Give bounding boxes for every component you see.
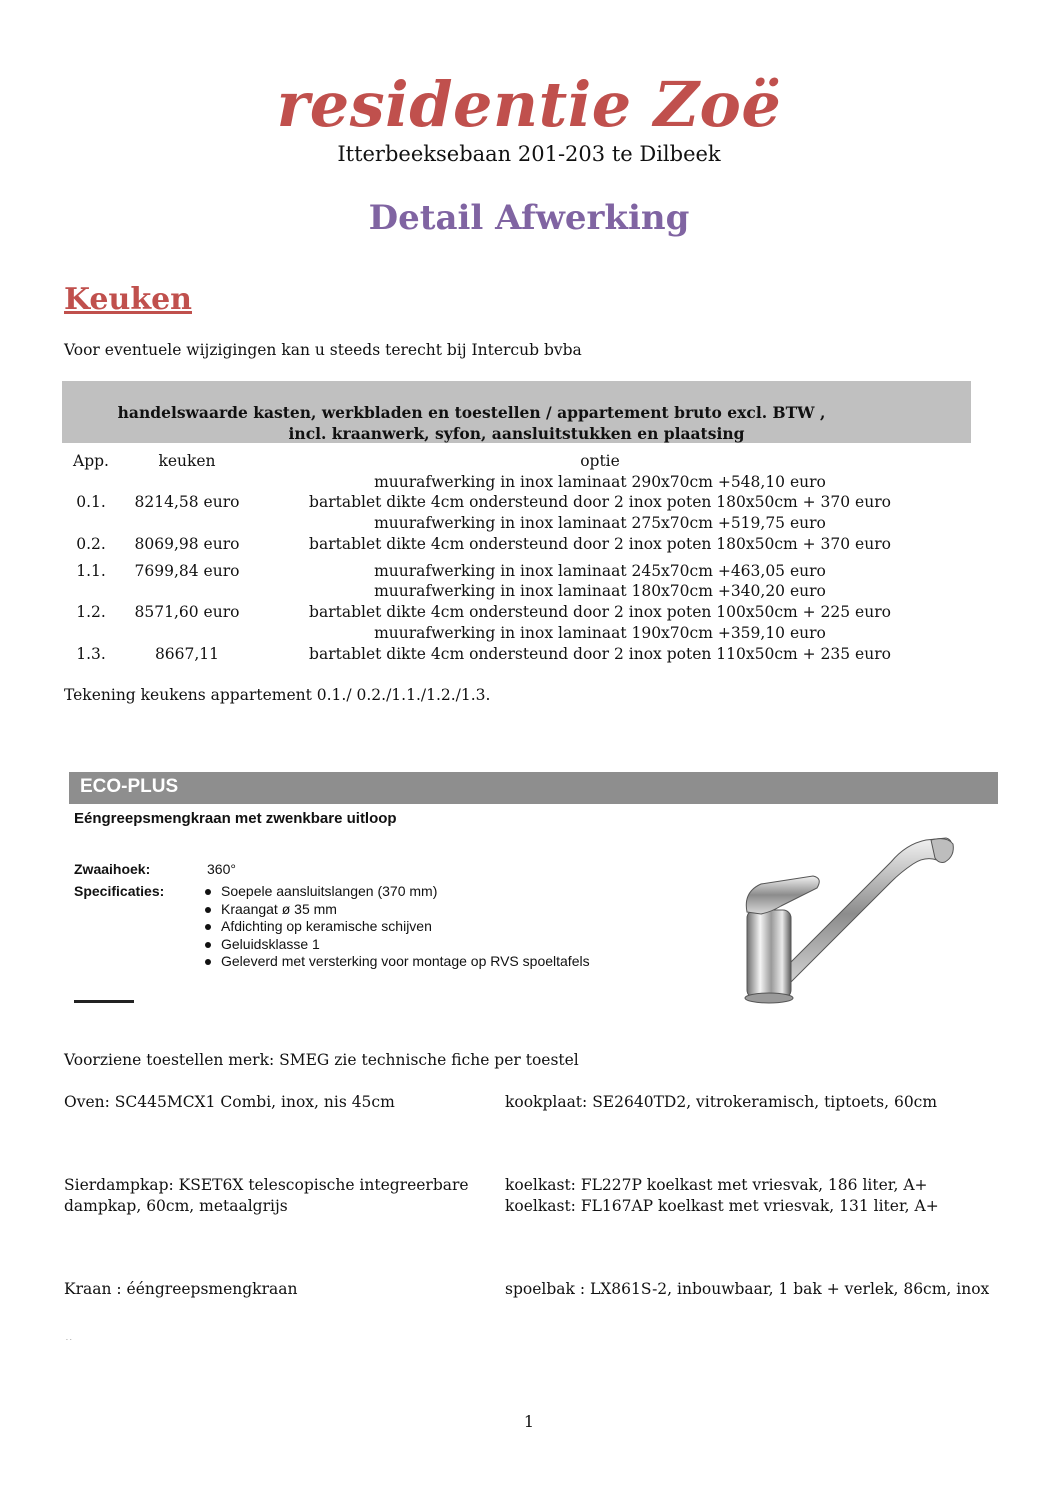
table-row-option: muurafwerking in inox laminaat 190x70cm +359,10 euro: [374, 624, 826, 642]
fridge-spec-1: koelkast: FL227P koelkast met vriesvak, 186 liter, A+: [505, 1176, 928, 1194]
table-row-app: 1.3.: [76, 645, 106, 663]
address: Itterbeeksebaan 201-203 te Dilbeek: [337, 142, 721, 166]
page-number: 1: [523, 1412, 535, 1431]
table-row-option: bartablet dikte 4cm ondersteund door 2 inox poten 180x50cm + 370 euro: [309, 493, 891, 511]
table-row-app: 1.1.: [76, 562, 106, 580]
drawing-note: Tekening keukens appartement 0.1./ 0.2./1.1./1.2./1.3.: [64, 686, 491, 704]
table-title-line1: handelswaarde kasten, werkbladen en toestellen / appartement bruto excl. BTW ,: [117, 403, 826, 422]
table-row-option: bartablet dikte 4cm ondersteund door 2 inox poten 110x50cm + 235 euro: [309, 645, 891, 663]
product-description: Eéngreepsmengkraan met zwenkbare uitloop: [74, 810, 397, 827]
table-row-app: 1.2.: [76, 603, 106, 621]
table-row-option: bartablet dikte 4cm ondersteund door 2 inox poten 180x50cm + 370 euro: [309, 535, 891, 553]
section-heading: Keuken: [64, 282, 192, 317]
column-header-app: App.: [73, 452, 109, 470]
fridge-spec-2: koelkast: FL167AP koelkast met vriesvak, 131 liter, A+: [505, 1197, 939, 1215]
faucet-icon: [741, 832, 956, 1004]
product-bar: [69, 772, 998, 804]
spec-item: Geluidsklasse 1: [205, 936, 320, 952]
swing-label: Zwaaihoek:: [74, 861, 151, 877]
hood-spec-line1: Sierdampkap: KSET6X telescopische integreerbare: [64, 1176, 469, 1194]
column-header-keuken: keuken: [158, 452, 216, 470]
table-row-keuken: 8571,60 euro: [134, 603, 240, 621]
product-sheet: [69, 772, 998, 1005]
swing-value: 360°: [207, 861, 236, 877]
sink-spec: spoelbak : LX861S-2, inbouwbaar, 1 bak + verlek, 86cm, inox: [505, 1280, 990, 1298]
spec-item: Soepele aansluitslangen (370 mm): [205, 883, 437, 899]
table-row-keuken: 7699,84 euro: [134, 562, 240, 580]
table-row-option: muurafwerking in inox laminaat 180x70cm +340,20 euro: [374, 582, 826, 600]
product-brand: ECO-PLUS: [80, 776, 179, 797]
column-header-optie: optie: [580, 452, 620, 470]
table-row-app: 0.1.: [76, 493, 106, 511]
table-row-keuken: 8214,58 euro: [134, 493, 240, 511]
table-row-keuken: 8667,11: [154, 645, 220, 663]
oven-spec: Oven: SC445MCX1 Combi, inox, nis 45cm: [64, 1093, 395, 1111]
document-title: residentie Zoë: [276, 68, 782, 141]
table-row-app: 0.2.: [76, 535, 106, 553]
hood-spec-line2: dampkap, 60cm, metaalgrijs: [64, 1197, 288, 1215]
spec-label: Specificaties:: [74, 883, 165, 899]
cooktop-spec: kookplaat: SE2640TD2, vitrokeramisch, tiptoets, 60cm: [505, 1093, 938, 1111]
tap-spec: Kraan : ééngreepsmengkraan: [64, 1280, 298, 1298]
table-title-line2: incl. kraanwerk, syfon, aansluitstukken en plaatsing: [288, 424, 745, 443]
table-row-option: muurafwerking in inox laminaat 290x70cm +548,10 euro: [374, 473, 826, 491]
document-subtitle: Detail Afwerking: [368, 198, 690, 238]
table-row-option: muurafwerking in inox laminaat 245x70cm +463,05 euro: [374, 562, 826, 580]
appliances-intro: Voorziene toestellen merk: SMEG zie technische fiche per toestel: [64, 1051, 579, 1069]
spec-item: Kraangat ø 35 mm: [205, 901, 337, 917]
table-row-keuken: 8069,98 euro: [134, 535, 240, 553]
table-row-option: bartablet dikte 4cm ondersteund door 2 inox poten 100x50cm + 225 euro: [309, 603, 891, 621]
table-row-option: muurafwerking in inox laminaat 275x70cm +519,75 euro: [374, 514, 826, 532]
footer-marks: . .: [66, 1335, 72, 1342]
spec-item: Geleverd met versterking voor montage op RVS spoeltafels: [205, 953, 590, 969]
intro-text: Voor eventuele wijzigingen kan u steeds terecht bij Intercub bvba: [64, 341, 582, 359]
spec-item: Afdichting op keramische schijven: [205, 918, 432, 934]
table-header-band: [62, 381, 971, 443]
